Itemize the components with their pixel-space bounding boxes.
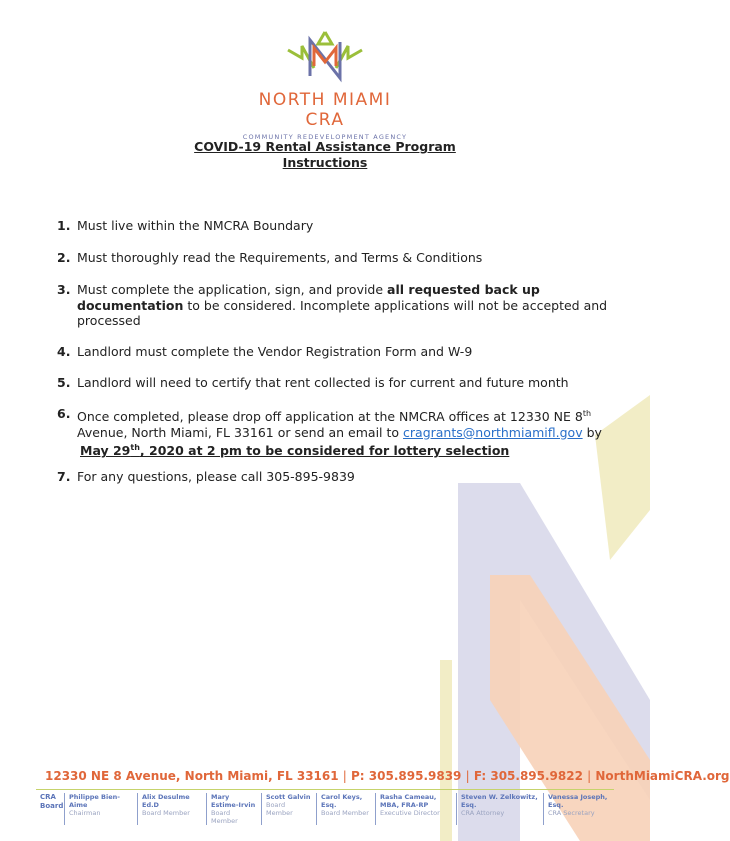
member-name: Carol Keys, Esq. <box>321 793 363 809</box>
item-text-post: by <box>582 424 602 440</box>
board-member <box>65 793 138 825</box>
list-item <box>57 282 612 329</box>
list-item <box>57 375 612 391</box>
deadline-a: May 29 <box>80 443 131 459</box>
board-member <box>544 793 624 825</box>
member-name: Rasha Cameau, MBA, FRA-RP <box>380 793 437 809</box>
member-role: Chairman <box>69 809 101 817</box>
list-item <box>57 469 612 485</box>
item-text <box>77 282 612 329</box>
deadline-text <box>80 443 509 458</box>
item-number: 6. <box>57 406 71 421</box>
item-number: 7. <box>57 469 71 484</box>
member-name: Philippe Bien-Aime <box>69 793 120 809</box>
member-role: Executive Director <box>380 809 440 817</box>
member-role: Board Member <box>211 809 238 825</box>
member-name: Vanessa Joseph, Esq. <box>548 793 608 809</box>
separator: | <box>342 769 347 783</box>
item-text-bold: all requested back up documentation <box>77 282 540 313</box>
title-line2: Instructions <box>282 155 368 170</box>
item-number: 1. <box>57 218 71 233</box>
email-link[interactable]: cragrants@northmiamifl.gov <box>403 424 583 440</box>
item-text: For any questions, please call 305-895-9839 <box>77 469 355 484</box>
item-text-pre: Must complete the application, sign, and provide <box>77 282 388 297</box>
deadline-b: , 2020 at 2 pm to be considered for lottery selection <box>139 443 510 459</box>
item-text: Must thoroughly read the Requirements, and Terms & Conditions <box>77 250 483 265</box>
logo-name: NORTH MIAMI CRA <box>258 90 392 130</box>
list-item <box>57 406 612 459</box>
member-name: Steven W. Zelkowitz, Esq. <box>461 793 538 809</box>
nmcra-logo <box>240 28 410 141</box>
board-member <box>207 793 262 825</box>
separator: | <box>465 769 470 783</box>
footer-address: 12330 NE 8 Avenue, North Miami, FL 33161 <box>45 769 339 783</box>
page-title <box>0 139 650 171</box>
member-name: Alix Desulme Ed.D <box>142 793 190 809</box>
member-name: Scott Galvin <box>266 793 311 801</box>
member-role: CRA Secretary <box>548 809 595 817</box>
title-line1: COVID-19 Rental Assistance Program <box>194 139 456 154</box>
board-member <box>138 793 207 825</box>
item-number: 4. <box>57 344 71 359</box>
item-number: 3. <box>57 282 71 297</box>
member-role: Board Member <box>266 801 293 817</box>
member-role: Board Member <box>142 809 190 817</box>
item-number: 5. <box>57 375 71 390</box>
board-label: CRA Board <box>36 793 65 825</box>
footer-website: NorthMiamiCRA.org <box>595 769 730 783</box>
list-item <box>57 344 612 360</box>
footer-phone: P: 305.895.9839 <box>351 769 462 783</box>
board-members <box>36 793 624 825</box>
member-role: Board Member <box>321 809 369 817</box>
separator: | <box>587 769 592 783</box>
logo-subtitle: COMMUNITY REDEVELOPMENT AGENCY <box>242 133 408 141</box>
item-text-pre: Once completed, please drop off application at the NMCRA offices at 12330 NE 8 <box>77 409 583 425</box>
list-item <box>57 250 612 266</box>
member-role: CRA Attorney <box>461 809 505 817</box>
superscript: th <box>130 443 140 453</box>
member-name: Mary Estime-Irvin <box>211 793 256 809</box>
footer-fax: F: 305.895.9822 <box>473 769 583 783</box>
item-number: 2. <box>57 250 71 265</box>
board-member <box>317 793 376 825</box>
footer-divider <box>36 789 614 790</box>
footer-contact <box>45 769 730 783</box>
item-text-mid: Avenue, North Miami, FL 33161 or send an email to <box>77 424 404 440</box>
crown-n-icon <box>280 28 370 84</box>
item-text <box>77 406 612 459</box>
board-member <box>376 793 457 825</box>
item-text: Landlord must complete the Vendor Registration Form and W-9 <box>77 344 473 359</box>
board-member <box>262 793 317 825</box>
board-member <box>457 793 544 825</box>
item-text: Landlord will need to certify that rent collected is for current and future month <box>77 375 569 390</box>
item-text-post: to be considered. Incomplete applications will not be accepted and processed <box>77 297 608 328</box>
superscript: th <box>582 409 592 418</box>
item-text: Must live within the NMCRA Boundary <box>77 218 314 233</box>
list-item <box>57 218 612 234</box>
